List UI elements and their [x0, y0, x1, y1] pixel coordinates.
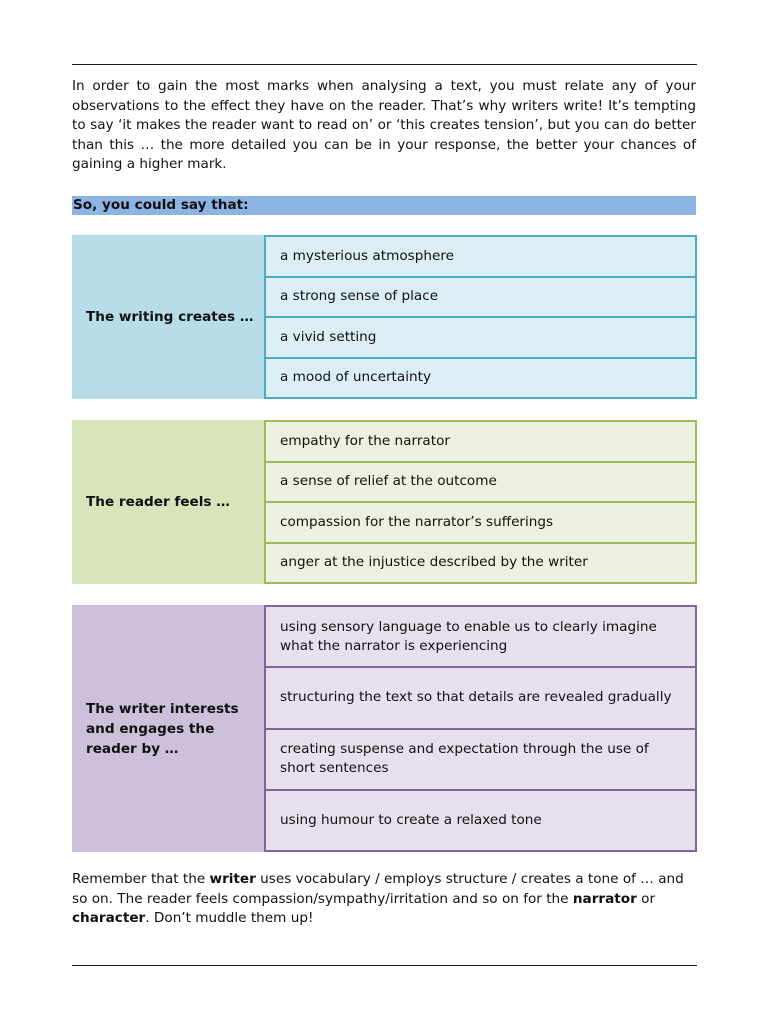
outro-text: uses vocabulary / employs structure / creates a tone of … and so on. The reader feels compassion/sympathy/irritation and so on for the	[72, 871, 684, 907]
emphasis-character: character	[72, 910, 146, 927]
emphasis-narrator: narrator	[572, 890, 637, 907]
writer-engages-table	[72, 605, 697, 852]
option-cell: a mood of uncertainty	[266, 357, 695, 398]
option-cell: a strong sense of place	[266, 276, 695, 317]
option-cell: a vivid setting	[266, 316, 695, 357]
option-cell: creating suspense and expectation through the use of short sentences	[266, 728, 695, 789]
outro-text: Remember that the	[72, 871, 210, 887]
writing-creates-table	[72, 235, 697, 399]
option-cell: a sense of relief at the outcome	[266, 461, 695, 502]
option-cell: a mysterious atmosphere	[266, 237, 695, 276]
option-cell: anger at the injustice described by the writer	[266, 542, 695, 583]
option-cell: structuring the text so that details are revealed gradually	[266, 666, 695, 727]
reader-feels-table	[72, 420, 697, 584]
option-cell: compassion for the narrator’s sufferings	[266, 501, 695, 542]
intro-paragraph: In order to gain the most marks when analysing a text, you must relate any of your observations to the effect they have on the reader. That’s why writers write! It’s tempting to say ‘it makes the reader want to read on’ or ‘this creates tension’, but you can do better than this … the more detailed you can be in your response, the better your chances of gaining a higher mark.	[72, 78, 696, 173]
writer-engages-options	[264, 605, 697, 852]
outro-text: . Don’t muddle them up!	[145, 910, 314, 927]
writing-creates-options	[264, 235, 697, 399]
closing-paragraph	[72, 870, 696, 929]
reader-feels-options	[264, 420, 697, 584]
option-cell: empathy for the narrator	[266, 422, 695, 461]
writing-creates-label: The writing creates …	[72, 235, 264, 399]
outro-text: or	[636, 890, 656, 907]
option-cell: using humour to create a relaxed tone	[266, 789, 695, 850]
option-cell: using sensory language to enable us to clearly imagine what the narrator is experiencing	[266, 607, 695, 666]
subheading-bar: So, you could say that:	[72, 196, 696, 215]
reader-feels-label: The reader feels …	[72, 420, 264, 584]
emphasis-writer: writer	[209, 871, 256, 887]
bottom-rule	[72, 965, 697, 966]
writer-engages-label: The writer interests and engages the reader by …	[72, 605, 264, 852]
top-rule	[72, 64, 697, 65]
